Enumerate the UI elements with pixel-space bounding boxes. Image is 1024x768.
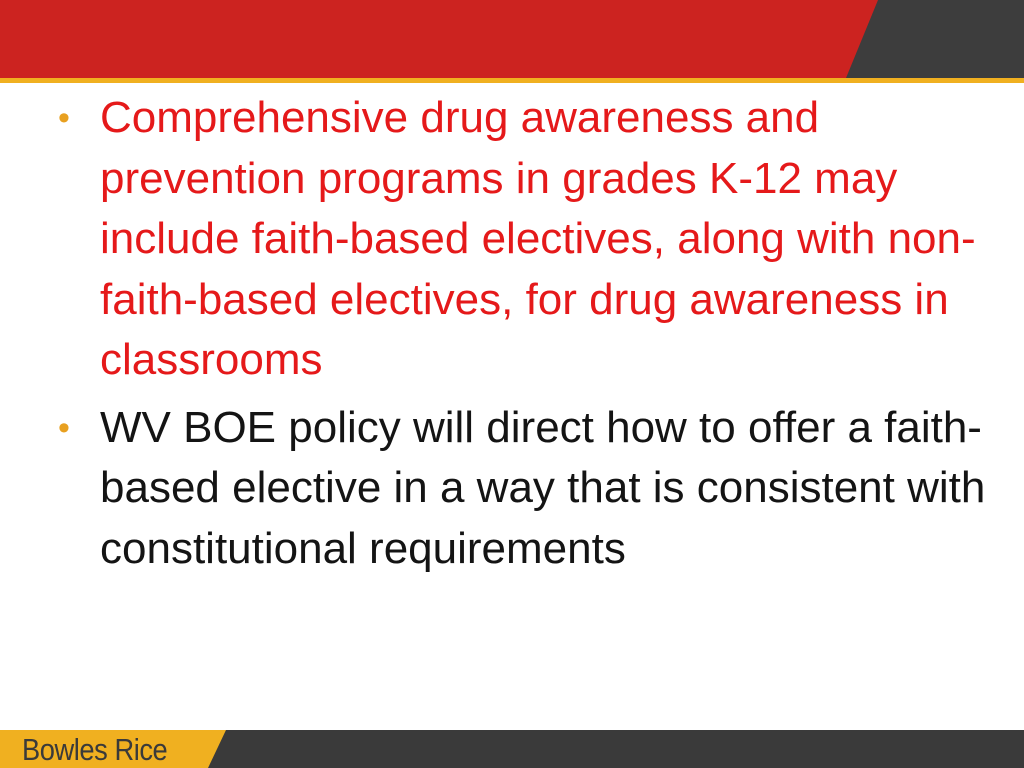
bowles-rice-logo: Bowles Rice [22, 732, 168, 767]
footer-band [0, 730, 1024, 768]
slide-body [58, 88, 988, 579]
bullet-item-2 [58, 398, 988, 580]
bullet-dot-icon: • [58, 408, 70, 447]
bullet-dot-icon: • [58, 99, 70, 137]
bullet-text-1: Comprehensive drug awareness and prevention programs in grades K-12 may include faith-based electives, along with non-faith-based electives, for drug awareness in classrooms [100, 93, 976, 384]
bullet-item-1 [58, 88, 988, 391]
header-band [0, 0, 1024, 86]
bullet-text-2: WV BOE policy will direct how to offer a faith-based elective in a way that is consistent with constitutional requirements [100, 402, 986, 573]
header-band-graphic [0, 0, 1024, 86]
